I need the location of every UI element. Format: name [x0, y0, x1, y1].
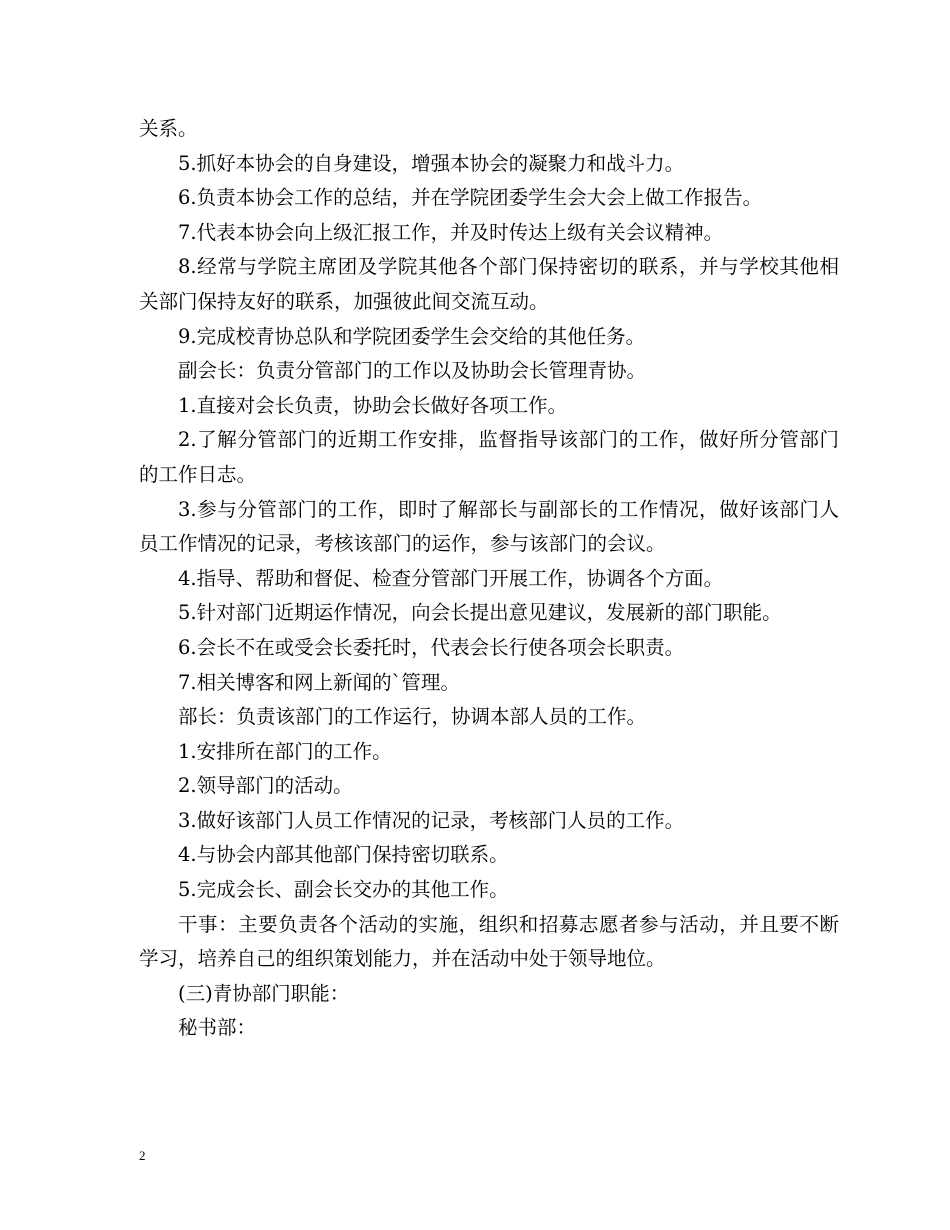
paragraph: 5.针对部门近期运作情况，向会长提出意见建议，发展新的部门职能。	[178, 601, 782, 625]
paragraph: 4.与协会内部其他部门保持密切联系。	[178, 843, 509, 867]
section-heading-staff: 干事：主要负责各个活动的实施，组织和招募志愿者参与活动，并且要不断学习，培养自己的组织策划能力，并在活动中处于领导地位。	[139, 912, 839, 971]
paragraph: 5.抓好本协会的自身建设，增强本协会的凝聚力和战斗力。	[178, 151, 685, 175]
paragraph: 7.代表本协会向上级汇报工作，并及时传达上级有关会议精神。	[178, 220, 724, 244]
paragraph: 5.完成会长、副会长交办的其他工作。	[178, 878, 509, 902]
paragraph: 3.做好该部门人员工作情况的记录，考核部门人员的工作。	[178, 808, 685, 832]
paragraph: 9.完成校青协总队和学院团委学生会交给的其他任务。	[178, 324, 646, 348]
paragraph: 3.参与分管部门的工作，即时了解部长与副部长的工作情况，做好该部门人员工作情况的记录，考核该部门的运作，参与该部门的会议。	[139, 497, 839, 556]
paragraph: 6.会长不在或受会长委托时，代表会长行使各项会长职责。	[178, 635, 685, 659]
body-text	[139, 112, 839, 1046]
paragraph: 4.指导、帮助和督促、检查分管部门开展工作，协调各个方面。	[178, 566, 724, 590]
section-heading-minister: 部长：负责该部门的工作运行，协调本部人员的工作。	[178, 705, 647, 729]
paragraph: 7.相关博客和网上新闻的`管理。	[178, 670, 460, 694]
paragraph: 1.安排所在部门的工作。	[178, 739, 392, 763]
page-number: 2	[139, 1148, 146, 1163]
paragraph: 8.经常与学院主席团及学院其他各个部门保持密切的联系，并与学校其他相关部门保持友好的联系，加强彼此间交流互动。	[139, 255, 839, 313]
paragraph: 1.直接对会长负责，协助会长做好各项工作。	[178, 393, 568, 417]
section-heading-vice-president: 副会长：负责分管部门的工作以及协助会长管理青协。	[178, 359, 647, 383]
paragraph: 关系。	[139, 117, 198, 140]
paragraph: 2.了解分管部门的近期工作安排，监督指导该部门的工作，做好所分管部门的工作日志。	[139, 428, 839, 486]
paragraph: 6.负责本协会工作的总结，并在学院团委学生会大会上做工作报告。	[178, 186, 763, 210]
section-heading-secretariat: 秘书部：	[178, 1016, 257, 1040]
paragraph: 2.领导部门的活动。	[178, 774, 353, 798]
section-heading-department-functions: (三)青协部门职能：	[178, 981, 350, 1005]
